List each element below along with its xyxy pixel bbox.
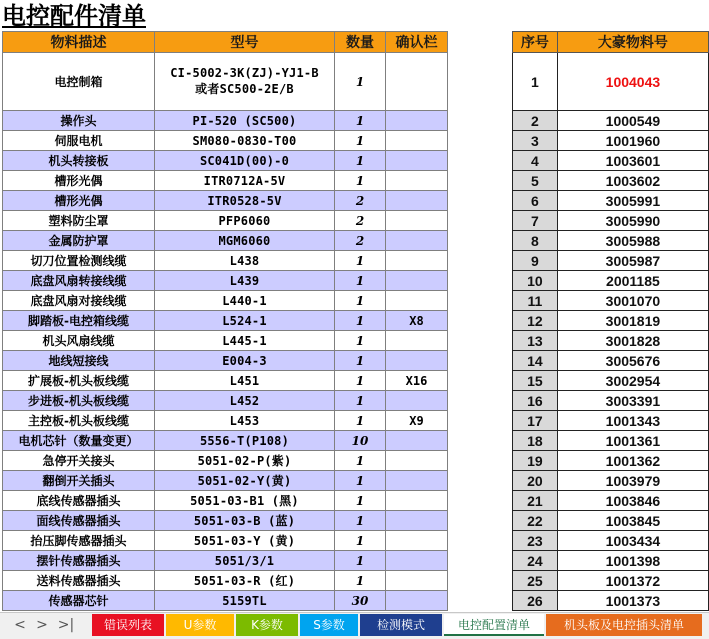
cell-part-number[interactable]: 1003846 [557, 491, 708, 511]
cell-model[interactable]: PI-520 (SC500) [155, 111, 335, 131]
cell-model[interactable]: L524-1 [155, 311, 335, 331]
cell-quantity[interactable]: 1 [335, 331, 386, 351]
cell-quantity[interactable]: 2 [335, 231, 386, 251]
table-row [3, 191, 448, 211]
table-row [513, 311, 709, 331]
table-row [513, 411, 709, 431]
sheet-tab[interactable]: 检测模式 [360, 614, 442, 636]
cell-quantity[interactable]: 1 [335, 351, 386, 371]
table-row [513, 111, 709, 131]
cell-confirm[interactable]: X9 [386, 411, 448, 431]
cell-confirm[interactable] [386, 591, 448, 611]
table-row [3, 131, 448, 151]
cell-quantity[interactable]: 30 [335, 591, 386, 611]
header-model[interactable]: 型号 [155, 32, 335, 53]
table-row [513, 491, 709, 511]
cell-quantity[interactable]: 1 [335, 571, 386, 591]
cell-confirm[interactable] [386, 151, 448, 171]
cell-quantity[interactable]: 1 [335, 371, 386, 391]
cell-description[interactable]: 机头转接板 [3, 151, 155, 171]
cell-description[interactable]: 底盘风扇对接线缆 [3, 291, 155, 311]
cell-model[interactable]: 5051-03-B1 (黑) [155, 491, 335, 511]
cell-confirm[interactable] [386, 331, 448, 351]
cell-part-number[interactable]: 1001343 [557, 411, 708, 431]
cell-quantity[interactable]: 1 [335, 511, 386, 531]
cell-description[interactable]: 槽形光偶 [3, 191, 155, 211]
cell-confirm[interactable] [386, 431, 448, 451]
cell-model[interactable]: 5051-03-B (蓝) [155, 511, 335, 531]
cell-confirm[interactable] [386, 111, 448, 131]
cell-seq[interactable]: 9 [513, 251, 558, 271]
table-row [513, 211, 709, 231]
cell-description[interactable]: 脚踏板-电控箱线缆 [3, 311, 155, 331]
header-qty[interactable]: 数量 [335, 32, 386, 53]
table-row [513, 391, 709, 411]
cell-quantity[interactable]: 1 [335, 53, 386, 111]
header-part-number[interactable]: 大豪物料号 [557, 32, 708, 53]
cell-quantity[interactable]: 1 [335, 131, 386, 151]
cell-seq[interactable]: 22 [513, 511, 558, 531]
cell-model[interactable]: L451 [155, 371, 335, 391]
table-row [3, 571, 448, 591]
cell-part-number[interactable]: 1003845 [557, 511, 708, 531]
table-row [513, 231, 709, 251]
cell-confirm[interactable] [386, 551, 448, 571]
cell-seq[interactable]: 14 [513, 351, 558, 371]
cell-seq[interactable]: 15 [513, 371, 558, 391]
cell-seq[interactable]: 18 [513, 431, 558, 451]
cell-description[interactable]: 切刀位置检测线缆 [3, 251, 155, 271]
cell-model[interactable]: ITR0712A-5V [155, 171, 335, 191]
table-row [3, 111, 448, 131]
cell-seq[interactable]: 12 [513, 311, 558, 331]
table-row [3, 271, 448, 291]
table-row [513, 591, 709, 611]
cell-seq[interactable]: 19 [513, 451, 558, 471]
cell-confirm[interactable] [386, 351, 448, 371]
cell-model[interactable]: L453 [155, 411, 335, 431]
cell-part-number[interactable]: 1000549 [557, 111, 708, 131]
cell-seq[interactable]: 1 [513, 53, 558, 111]
cell-part-number[interactable]: 3001828 [557, 331, 708, 351]
cell-seq[interactable]: 13 [513, 331, 558, 351]
table-row [3, 471, 448, 491]
cell-seq[interactable]: 25 [513, 571, 558, 591]
cell-model[interactable]: E004-3 [155, 351, 335, 371]
cell-seq[interactable]: 3 [513, 131, 558, 151]
cell-model[interactable]: 5051-03-Y (黄) [155, 531, 335, 551]
cell-confirm[interactable] [386, 53, 448, 111]
cell-seq[interactable]: 26 [513, 591, 558, 611]
cell-part-number[interactable]: 3005988 [557, 231, 708, 251]
table-row [3, 151, 448, 171]
table-row [3, 351, 448, 371]
cell-confirm[interactable] [386, 191, 448, 211]
cell-part-number[interactable]: 3001819 [557, 311, 708, 331]
cell-description[interactable]: 急停开关接头 [3, 451, 155, 471]
cell-quantity[interactable]: 1 [335, 251, 386, 271]
table-row [513, 53, 709, 111]
table-row [513, 151, 709, 171]
cell-quantity[interactable]: 1 [335, 551, 386, 571]
cell-quantity[interactable]: 2 [335, 211, 386, 231]
table-row [3, 431, 448, 451]
cell-model[interactable]: 5556-T(P108) [155, 431, 335, 451]
cell-seq[interactable]: 10 [513, 271, 558, 291]
cell-confirm[interactable] [386, 171, 448, 191]
cell-model[interactable]: SM080-0830-T00 [155, 131, 335, 151]
cell-seq[interactable]: 16 [513, 391, 558, 411]
cell-description[interactable]: 面线传感器插头 [3, 511, 155, 531]
cell-description[interactable]: 送料传感器插头 [3, 571, 155, 591]
cell-description[interactable]: 机头风扇线缆 [3, 331, 155, 351]
cell-part-number[interactable]: 3005676 [557, 351, 708, 371]
cell-quantity[interactable]: 10 [335, 431, 386, 451]
cell-seq[interactable]: 7 [513, 211, 558, 231]
cell-part-number[interactable]: 3005987 [557, 251, 708, 271]
cell-seq[interactable]: 17 [513, 411, 558, 431]
table-row [513, 291, 709, 311]
sheet-tab[interactable]: 错误列表 [92, 614, 164, 636]
cell-description[interactable]: 槽形光偶 [3, 171, 155, 191]
table-row [513, 131, 709, 151]
cell-quantity[interactable]: 1 [335, 391, 386, 411]
header-desc[interactable]: 物料描述 [3, 32, 155, 53]
cell-description[interactable]: 伺服电机 [3, 131, 155, 151]
table-row [3, 371, 448, 391]
table-row [513, 331, 709, 351]
cell-seq[interactable]: 6 [513, 191, 558, 211]
cell-part-number[interactable]: 3002954 [557, 371, 708, 391]
cell-seq[interactable]: 2 [513, 111, 558, 131]
cell-confirm[interactable] [386, 571, 448, 591]
cell-quantity[interactable]: 1 [335, 271, 386, 291]
cell-part-number[interactable]: 1001362 [557, 451, 708, 471]
sheet-tab-bar [0, 612, 709, 639]
cell-description[interactable]: 电机芯针（数量变更） [3, 431, 155, 451]
cell-part-number[interactable]: 3005990 [557, 211, 708, 231]
cell-confirm[interactable]: X8 [386, 311, 448, 331]
table-row [513, 551, 709, 571]
cell-model[interactable]: SC041D(00)-0 [155, 151, 335, 171]
cell-part-number[interactable]: 1003602 [557, 171, 708, 191]
table-row [513, 571, 709, 591]
cell-quantity[interactable]: 1 [335, 471, 386, 491]
cell-description[interactable]: 主控板-机头板线缆 [3, 411, 155, 431]
sheet-tab[interactable]: 机头板及电控插头清单 [546, 614, 702, 636]
next-sheet-icon[interactable]: > [36, 617, 48, 633]
table-row [513, 471, 709, 491]
cell-part-number[interactable]: 3001070 [557, 291, 708, 311]
cell-quantity[interactable]: 2 [335, 191, 386, 211]
cell-seq[interactable]: 24 [513, 551, 558, 571]
part-number-table [512, 31, 709, 611]
table-row [513, 251, 709, 271]
table-row [513, 451, 709, 471]
parts-table [2, 31, 448, 611]
cell-part-number[interactable]: 3003391 [557, 391, 708, 411]
table-row [3, 251, 448, 271]
cell-confirm[interactable] [386, 511, 448, 531]
cell-description[interactable]: 地线短接线 [3, 351, 155, 371]
cell-quantity[interactable]: 1 [335, 151, 386, 171]
table-row [3, 531, 448, 551]
cell-confirm[interactable] [386, 131, 448, 151]
cell-part-number[interactable]: 1001361 [557, 431, 708, 451]
cell-description[interactable]: 传感器芯针 [3, 591, 155, 611]
cell-seq[interactable]: 20 [513, 471, 558, 491]
cell-confirm[interactable] [386, 291, 448, 311]
cell-description[interactable]: 底线传感器插头 [3, 491, 155, 511]
cell-description[interactable]: 塑料防尘罩 [3, 211, 155, 231]
header-row [3, 32, 448, 53]
cell-confirm[interactable] [386, 391, 448, 411]
cell-part-number[interactable]: 1001372 [557, 571, 708, 591]
table-row [3, 491, 448, 511]
cell-confirm[interactable] [386, 231, 448, 251]
table-row [513, 531, 709, 551]
cell-part-number[interactable]: 1003434 [557, 531, 708, 551]
table-row [3, 551, 448, 571]
table-row [3, 411, 448, 431]
table-row [513, 511, 709, 531]
cell-description[interactable]: 底盘风扇转接线缆 [3, 271, 155, 291]
sheet-title: 电控配件清单 [2, 2, 146, 30]
cell-quantity[interactable]: 1 [335, 491, 386, 511]
cell-seq[interactable]: 4 [513, 151, 558, 171]
table-row [3, 291, 448, 311]
sheet-tab[interactable]: U参数 [166, 614, 234, 636]
table-row [3, 391, 448, 411]
cell-model[interactable]: PFP6060 [155, 211, 335, 231]
header-seq[interactable]: 序号 [513, 32, 558, 53]
table-row [3, 171, 448, 191]
prev-sheet-icon[interactable]: < [14, 617, 26, 633]
cell-seq[interactable]: 5 [513, 171, 558, 191]
cell-confirm[interactable] [386, 251, 448, 271]
table-row [3, 53, 448, 111]
cell-description[interactable]: 摆针传感器插头 [3, 551, 155, 571]
cell-confirm[interactable] [386, 471, 448, 491]
cell-seq[interactable]: 23 [513, 531, 558, 551]
cell-description[interactable]: 金属防护罩 [3, 231, 155, 251]
cell-seq[interactable]: 21 [513, 491, 558, 511]
cell-quantity[interactable]: 1 [335, 311, 386, 331]
cell-part-number[interactable]: 3005991 [557, 191, 708, 211]
cell-model[interactable]: L452 [155, 391, 335, 411]
cell-description[interactable]: 扩展板-机头板线缆 [3, 371, 155, 391]
cell-seq[interactable]: 11 [513, 291, 558, 311]
cell-description[interactable]: 步进板-机头板线缆 [3, 391, 155, 411]
table-row [3, 591, 448, 611]
cell-model[interactable]: 5051/3/1 [155, 551, 335, 571]
cell-description[interactable]: 抬压脚传感器插头 [3, 531, 155, 551]
cell-model[interactable]: L440-1 [155, 291, 335, 311]
cell-model[interactable]: ITR0528-5V [155, 191, 335, 211]
cell-confirm[interactable] [386, 271, 448, 291]
table-row [513, 371, 709, 391]
cell-model[interactable]: L439 [155, 271, 335, 291]
cell-part-number[interactable]: 1001398 [557, 551, 708, 571]
cell-confirm[interactable] [386, 211, 448, 231]
cell-part-number[interactable]: 1001373 [557, 591, 708, 611]
cell-quantity[interactable]: 1 [335, 291, 386, 311]
cell-quantity[interactable]: 1 [335, 411, 386, 431]
last-sheet-icon[interactable]: >| [57, 617, 75, 633]
cell-model[interactable]: L445-1 [155, 331, 335, 351]
cell-quantity[interactable]: 1 [335, 111, 386, 131]
sheet-tab[interactable]: 电控配置清单 [444, 614, 544, 636]
cell-model[interactable]: L438 [155, 251, 335, 271]
cell-quantity[interactable]: 1 [335, 451, 386, 471]
right-header-row [513, 32, 709, 53]
cell-confirm[interactable]: X16 [386, 371, 448, 391]
cell-part-number[interactable]: 1003979 [557, 471, 708, 491]
cell-model[interactable]: 5051-03-R (红) [155, 571, 335, 591]
sheet-tab[interactable]: K参数 [236, 614, 298, 636]
cell-model[interactable]: 5051-02-P(紫) [155, 451, 335, 471]
cell-confirm[interactable] [386, 491, 448, 511]
cell-description[interactable]: 翻倒开关插头 [3, 471, 155, 491]
cell-quantity[interactable]: 1 [335, 531, 386, 551]
table-row [513, 431, 709, 451]
cell-part-number[interactable]: 2001185 [557, 271, 708, 291]
cell-seq[interactable]: 8 [513, 231, 558, 251]
table-row [513, 171, 709, 191]
cell-part-number[interactable]: 1001960 [557, 131, 708, 151]
cell-description[interactable]: 电控制箱 [3, 53, 155, 111]
table-row [3, 451, 448, 471]
header-confirm[interactable]: 确认栏 [386, 32, 448, 53]
table-row [513, 191, 709, 211]
table-row [513, 351, 709, 371]
cell-model[interactable]: MGM6060 [155, 231, 335, 251]
cell-model[interactable]: 5159TL [155, 591, 335, 611]
cell-part-number[interactable]: 1003601 [557, 151, 708, 171]
cell-confirm[interactable] [386, 451, 448, 471]
cell-description[interactable]: 操作头 [3, 111, 155, 131]
table-row [513, 271, 709, 291]
table-row [3, 511, 448, 531]
cell-model[interactable]: 5051-02-Y(黄) [155, 471, 335, 491]
table-row [3, 311, 448, 331]
cell-model[interactable]: CI-5002-3K(ZJ)-YJ1-B 或者SC500-2E/B [155, 53, 335, 111]
table-row [3, 231, 448, 251]
table-row [3, 331, 448, 351]
cell-part-number[interactable]: 1004043 [557, 53, 708, 111]
table-row [3, 211, 448, 231]
sheet-tab[interactable]: S参数 [300, 614, 358, 636]
cell-confirm[interactable] [386, 531, 448, 551]
cell-quantity[interactable]: 1 [335, 171, 386, 191]
